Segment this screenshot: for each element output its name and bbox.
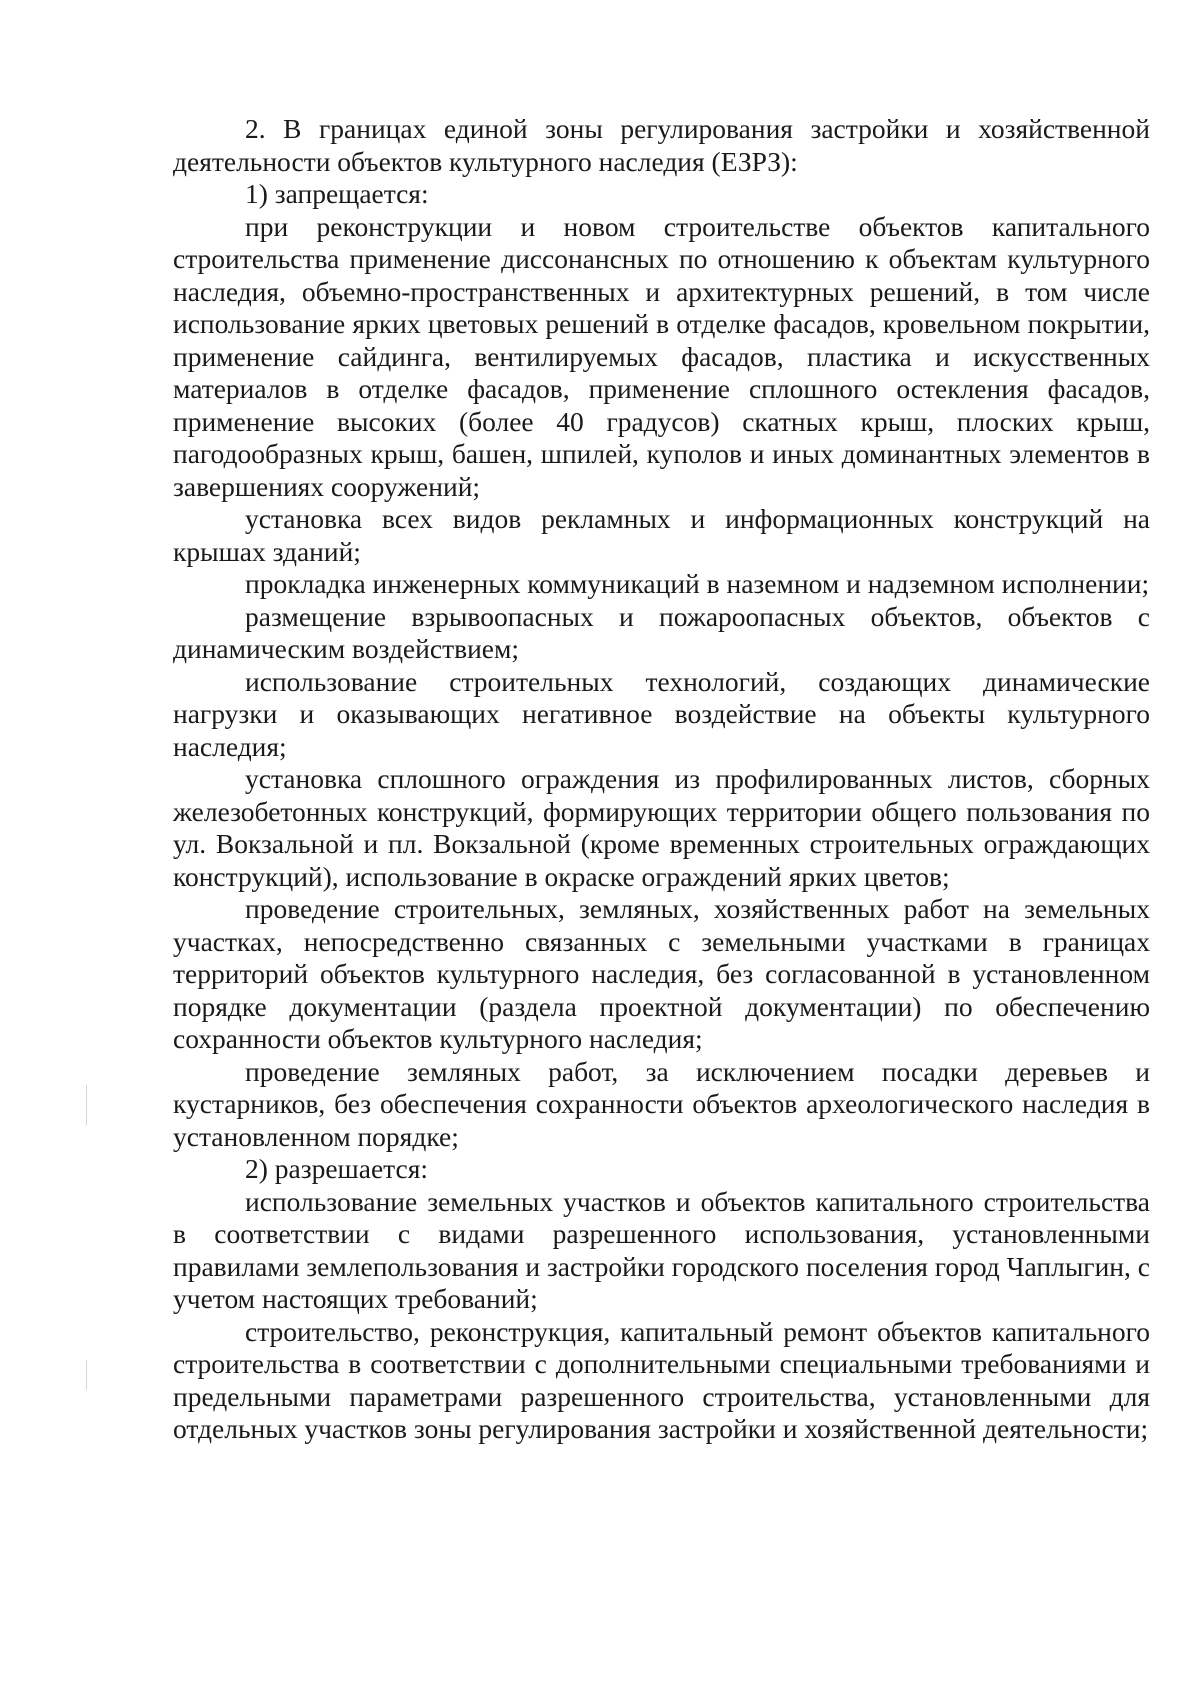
paragraph-prohibited-technologies: использование строительных технологий, создающих динамические нагрузки и оказывающих негативное воздействие на объекты культурного наследия; (173, 665, 1150, 762)
paragraph-permitted-land-use: использование земельных участков и объектов капитального строительства в соответствии с видами разрешенного использования, установленными правилами землепользования и застройки городского поселения город Чаплыгин, с учетом настоящих требований; (173, 1185, 1150, 1314)
paragraph-permitted-construction: строительство, реконструкция, капитальный ремонт объектов капитального строительства в соответствии с дополнительными специальными требованиями и предельными параметрами разрешенного строительства, установленными для отдельных участков зоны регулирования застройки и хозяйственной деятельности; (173, 1315, 1150, 1444)
paragraph-prohibited-works: проведение строительных, земляных, хозяйственных работ на земельных участках, непосредственно связанных с земельными участками в границах территорий объектов культурного наследия, без согласованной в установленном порядке документации (раздела проектной документации) по обеспечению сохранности объектов культурного наследия; (173, 893, 1150, 1054)
paragraph-prohibited-earthworks: проведение земляных работ, за исключением посадки деревьев и кустарников, без обеспечения сохранности объектов археологического наследия в установленном порядке; (173, 1055, 1150, 1152)
paragraph-prohibited-heading: 1) запрещается: (245, 178, 429, 209)
scan-artifact-line (86, 1360, 87, 1390)
document-body (173, 113, 1150, 1446)
paragraph-permitted-heading: 2) разрешается: (245, 1153, 428, 1184)
paragraph-prohibited-architecture: при реконструкции и новом строительстве объектов капитального строительства применение диссонансных по отношению к объектам культурного наследия, объемно-пространственных и архитектурных решений, в том числе использование ярких цветовых решений в отделке фасадов, кровельном покрытии, применение сайдинга, вентилируемых фасадов, пластика и искусственных материалов в отделке фасадов, применение сплошного остекления фасадов, применение высоких (более 40 градусов) скатных крыш, плоских крыш, пагодообразных крыш, башен, шпилей, куполов и иных доминантных элементов в завершениях сооружений; (173, 210, 1150, 502)
paragraph-prohibited-hazardous: размещение взрывоопасных и пожароопасных объектов, объектов с динамическим воздействием; (173, 600, 1150, 664)
scan-artifact-line (86, 1085, 87, 1125)
paragraph-prohibited-utilities: прокладка инженерных коммуникаций в наземном и надземном исполнении; (245, 568, 1150, 599)
paragraph-prohibited-fencing: установка сплошного ограждения из профилированных листов, сборных железобетонных конструкций, формирующих территории общего пользования по ул. Вокзальной и пл. Вокзальной (кроме временных строительных ограждающих конструкций), использование в окраске ограждений ярких цветов; (173, 763, 1150, 892)
paragraph-prohibited-advertising: установка всех видов рекламных и информационных конструкций на крышах зданий; (173, 503, 1150, 567)
paragraph-ezrz-heading: 2. В границах единой зоны регулирования застройки и хозяйственной деятельности объектов культурного наследия (ЕЗРЗ): (173, 113, 1150, 177)
